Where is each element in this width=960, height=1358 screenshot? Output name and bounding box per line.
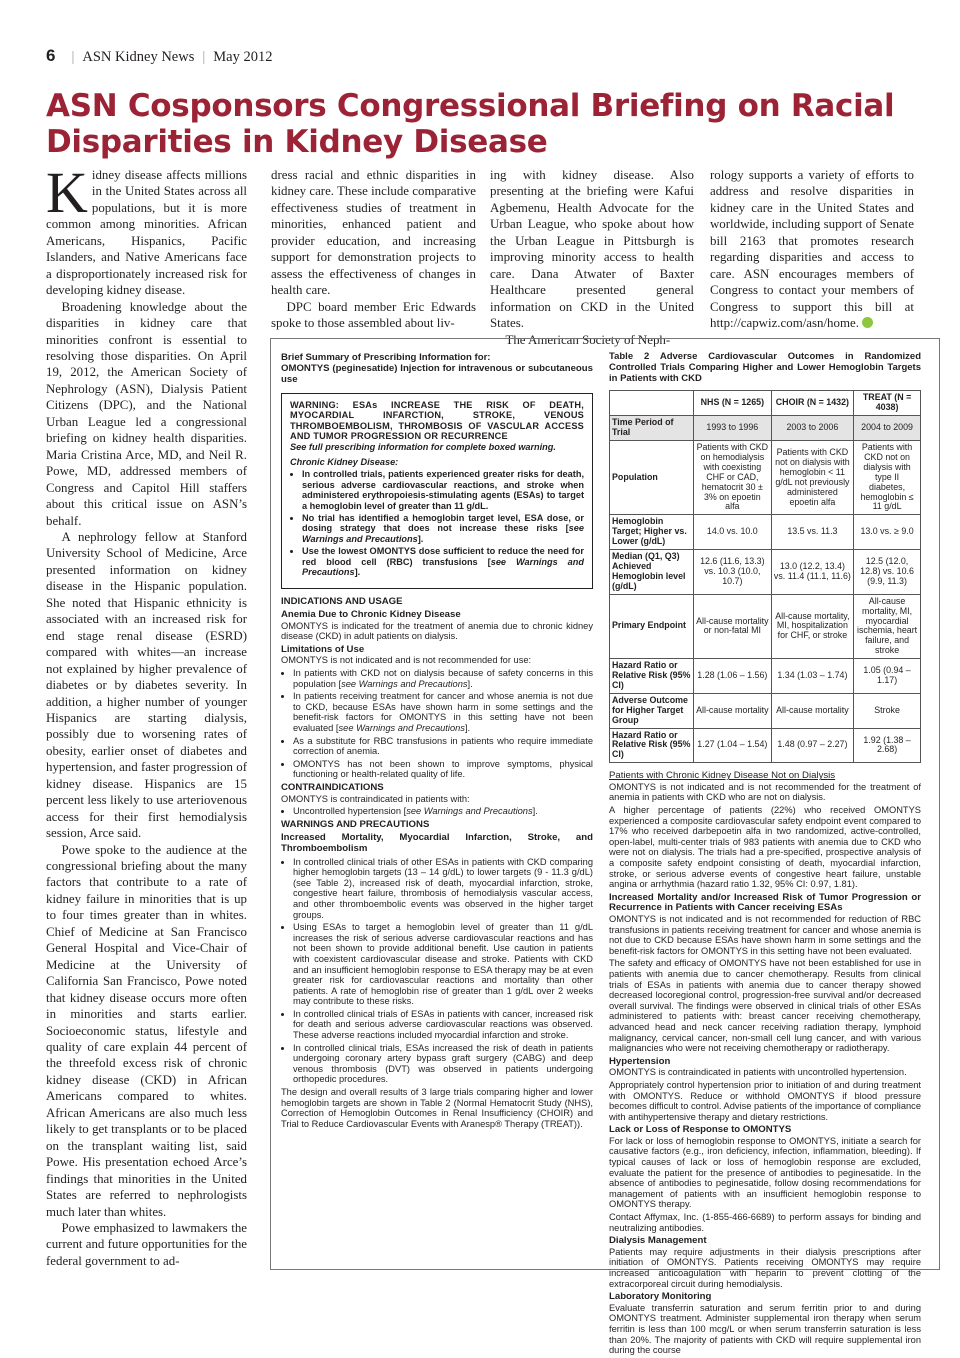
ad-paragraph: Contact Affymax, Inc. (1-855-466-6689) to perform assays for binding and neutralizing antibodies. — [609, 1212, 921, 1233]
article-paragraph: Broadening knowledge about the disparities in kidney care that minorities confront is essential to resolving those disparities. On April 19, 2012, the American Society of Nephrology (ASN), Dialysis Patient Citizens (DPC), and the National Urban League led a congressional briefing on kidney health disparities. Maria Cristina Arce, MD, and Neil R. Powe, MD, addressed members of Congress and Capitol Hill staffers about this critical issue on ASN’s behalf. — [46, 299, 247, 528]
table-cell: 2003 to 2006 — [771, 416, 853, 441]
table-cell: 1.34 (1.03 – 1.74) — [771, 659, 853, 694]
table-row — [610, 550, 921, 595]
ad-paragraph: For lack or loss of hemoglobin response to OMONTYS, initiate a search for causative factors (e.g., iron deficiency, infection, inflammation, bleeding). If typical causes of lack or loss of hemoglobin response are excluded, evaluate the patient for the presence of antibodies to peginesatide. In the absence of antibodies to peginesatide, follow dosing recommendations for management of patients with an insufficient hemoglobin response to OMONTYS therapy. — [609, 1135, 921, 1210]
header-separator: | — [71, 49, 75, 65]
ad-bullet: • Using ESAs to target a hemoglobin level of greater than 11 g/dL increases the risk of serious adverse cardiovascular reactions and has not been shown to provide additional benefit. Use caution in patients with coexistent cardiovascular disease and stroke. Patients with CKD and an insufficient hemoglobin response to ESA therapy may be at even greater risk for cardiovascular reactions and mortality than other patients. A rate of hemoglobin rise of greater than 1 g/dL over 2 weeks may contribute to these risks. — [293, 922, 593, 1007]
ad-paragraph: The safety and efficacy of OMONTYS have not been established for use in patients with anemia due to cancer chemotherapy. Results from clinical trials of ESAs in patients with anemia due to cancer therapy showed decreased locoregional control, progression-free survival and/or decreased overall survival. The findings were observed in clinical trials of other ESAs administered to patients with: breast cancer receiving chemotherapy, advanced head and neck cancer receiving radiation therapy, lymphoid malignancy, cervical cancer, non-small cell lung cancer, and with various malignancies who were not receiving chemotherapy or radiotherapy. — [609, 958, 921, 1054]
ad-paragraph: Patients may require adjustments in their dialysis prescriptions after initiation of OMONTYS. Patients receiving OMONTYS may require increased anticoagulation with heparin to prevent clotting of the extracorporeal circuit during hemodialysis. — [609, 1246, 921, 1289]
ad-bullet: • In patients with CKD not on dialysis because of safety concerns in this population [see Warnings and Precautions]. — [293, 668, 593, 689]
table-row — [610, 515, 921, 550]
ad-bullet: • In controlled clinical trials of other ESAs in patients with CKD comparing higher hemoglobin targets (13 – 14 g/dL) to lower targets (9 - 11.3 g/dL) (see Table 2), increased risk of death, myocardial infarction, stroke, congestive heart failure, thrombosis of hemodialysis vascular access, and other thromboembolic events was observed in the higher target groups. — [293, 857, 593, 921]
table-row-label: Hazard Ratio or Relative Risk (95% CI) — [610, 659, 694, 694]
table-cell: 1.28 (1.06 – 1.56) — [694, 659, 772, 694]
table-cell: 1993 to 1996 — [694, 416, 772, 441]
table-cell: Stroke — [854, 693, 921, 728]
ad-paragraph: Evaluate transferrin saturation and serum ferritin prior to and during OMONTYS treatment. Administer supplemental iron therapy when serum ferritin is less than 100 mcg/L or when serum transferrin saturation is less than 20%. The majority of patients with CKD will require supplemental iron during the course — [609, 1302, 921, 1356]
ad-paragraph: OMONTYS is indicated for the treatment of anemia due to chronic kidney disease (CKD) in adult patients on dialysis. — [281, 620, 593, 642]
publication-name: ASN Kidney News — [82, 49, 195, 65]
ad-paragraph: OMONTYS is contraindicated in patients with uncontrolled hypertension. — [609, 1067, 907, 1078]
article-paragraph: A nephrology fellow at Stanford University School of Medicine, Arce presented information on kidney disease in the Hispanic population. She noted that Hispanic ethnicity is associated with an increased risk for end stage renal disease (ESRD) compared with whites—an increase not explained by higher prevalence of diabetes or by diabetes severity. In addition, a higher number of younger Hispanics are starting dialysis, possibly due to worsening rates of obesity, earlier onset of diabetes and hypertension, and faster progression of kidney disease. Hispanics are 15 percent less likely to use arteriovenous access for their first hemodialysis session, Arce said. — [46, 529, 247, 841]
table-row — [610, 728, 921, 763]
table-row-label: Hazard Ratio or Relative Risk (95% CI) — [610, 728, 694, 763]
table2 — [609, 390, 921, 763]
headline-line-2: Disparities in Kidney Disease — [46, 124, 548, 160]
table-row — [610, 416, 921, 441]
article-paragraph: Kidney disease affects millions in the United States across all populations, but it is more common among minorities. African Americans, Hispanics, Pacific Islanders, and Native Americans face a disproportionately increased risk for developing kidney disease. — [46, 160, 247, 298]
table-cell: All-cause mortality, MI, myocardial ischemia, heart failure, and stroke — [854, 594, 921, 658]
table-column-head: CHOIR (N = 1432) — [771, 391, 853, 416]
ad-bullet: • In controlled clinical trials of ESAs in patients with cancer, increased risk for death and serious adverse cardiovascular reactions was observed. These adverse reactions included myocardial infarction and stroke. — [293, 1009, 593, 1041]
subsection-heading: Anemia Due to Chronic Kidney Disease — [281, 609, 461, 621]
table-corner-cell — [610, 391, 694, 416]
table-row-label: Median (Q1, Q3) Achieved Hemoglobin level (g/dL) — [610, 550, 694, 595]
ad-paragraph: OMONTYS is contraindicated in patients with: — [281, 793, 470, 804]
table-column-head: NHS (N = 1265) — [694, 391, 772, 416]
table-row — [610, 594, 921, 658]
ad-bullet: • In patients receiving treatment for cancer and whose anemia is not due to CKD, because ESAs have shown harm in some settings and the benefit-risk factors for OMONTYS in this setting have not been evaluated [see Warnings and Precautions]. — [293, 691, 593, 733]
table-row-label: Adverse Outcome for Higher Target Group — [610, 693, 694, 728]
table-cell: 13.5 vs. 11.3 — [771, 515, 853, 550]
table-cell: 1.92 (1.38 – 2.68) — [854, 728, 921, 763]
article-paragraph: ing with kidney disease. Also presenting at the briefing were Kafui Agbemenu, Health Advocate for the Urban League, who spoke about how the Urban League in Pittsburgh is improving minority access to health care. Dana Atwater of Baxter Healthcare presented general information on CKD in the United States. — [490, 168, 694, 331]
warning-bullet: • No trial has identified a hemoglobin target level, ESA dose, or dosing strategy that does not increase these risks [see Warnings and Precautions]. — [302, 513, 584, 544]
ad-paragraph: OMONTYS is not indicated and is not recommended for reduction of RBC transfusions in patients receiving treatment for cancer and whose anemia is not due to CKD because ESAs have shown harm in some settings and the benefit-risk factors for OMONTYS in this setting have not been evaluated. — [609, 914, 921, 956]
table-cell: Patients with CKD on hemodialysis with coexisting CHF or CAD, hematocrit 30 ± 3% on epoetin alfa — [694, 441, 772, 515]
table-cell: All-cause mortality — [694, 693, 772, 728]
page-number: 6 — [46, 46, 56, 65]
article-column-3 — [490, 167, 694, 348]
table-row — [610, 693, 921, 728]
ad-paragraph: OMONTYS is not indicated and is not recommended for use: — [281, 655, 532, 666]
ad-left-column — [281, 352, 593, 1131]
table-cell: All-cause mortality or non-fatal MI — [694, 594, 772, 658]
ad-bullet: • As a substitute for RBC transfusions in patients who require immediate correction of anemia. — [293, 736, 593, 757]
article-paragraph: dress racial and ethnic disparities in kidney care. These include comparative effectiveness studies of treatment in minorities, enhanced patient and provider education, and increasing support for demonstration projects to assess the effectiveness of changes in health care. — [271, 168, 476, 298]
subsection-heading: Laboratory Monitoring — [609, 1291, 712, 1303]
ad-bullet: • OMONTYS has not been shown to improve symptoms, physical functioning or health-related quality of life. — [293, 759, 593, 780]
table-row-label: Primary Endpoint — [610, 594, 694, 658]
subsection-heading: Increased Mortality, Myocardial Infarction, Stroke, and Thromboembolism — [281, 832, 593, 854]
warning-ckd-label: Chronic Kidney Disease: — [290, 457, 399, 468]
table-cell: 1.27 (1.04 – 1.54) — [694, 728, 772, 763]
running-header — [46, 46, 272, 68]
headline-line-1: ASN Cosponsors Congressional Briefing on Racial — [46, 88, 895, 124]
warning-see-full: See full prescribing information for complete boxed warning. — [290, 441, 556, 452]
ad-right-column — [609, 352, 921, 1358]
table-header-row — [610, 391, 921, 416]
subsection-heading: Patients with Chronic Kidney Disease Not on Dialysis — [609, 770, 836, 782]
section-heading: CONTRAINDICATIONS — [281, 782, 384, 793]
ad-paragraph: A higher percentage of patients (22%) who received OMONTYS experienced a composite cardiovascular safety endpoint event compared to 17% who received darbepoetin alfa in two randomized, active-controlled, open-label, multi-center trials of 983 patients with anemia due to CKD who were not on dialysis. The trials had a pre-specified, prospective analysis of a composite safety endpoint consisting of death, myocardial infarction, stroke, or serious adverse events of congestive heart failure, unstable angina or arrhythmia (hazard ratio 1.32, 95% CI: 0.97, 1.81). — [609, 805, 921, 890]
table-cell: 1.05 (0.94 – 1.17) — [854, 659, 921, 694]
article-column-2 — [271, 167, 476, 332]
table-cell: 12.6 (11.6, 13.3) vs. 10.3 (10.0, 10.7) — [694, 550, 772, 595]
table2-title: Table 2 Adverse Cardiovascular Outcomes in Randomized Controlled Trials Comparing Higher and Lower Hemoglobin Targets in Patients with CKD — [609, 351, 921, 384]
table-row-label: Hemoglobin Target; Higher vs. Lower (g/dL) — [610, 515, 694, 550]
table-cell: 1.48 (0.97 – 2.27) — [771, 728, 853, 763]
table-cell: 13.0 (12.2, 13.4) vs. 11.4 (11.1, 11.6) — [771, 550, 853, 595]
article-paragraph: Powe emphasized to lawmakers the current and future opportunities for the federal government to ad- — [46, 1221, 247, 1268]
article-column-4 — [710, 167, 914, 332]
table-row — [610, 659, 921, 694]
table-cell: 2004 to 2009 — [854, 416, 921, 441]
table-row — [610, 441, 921, 515]
section-heading: INDICATIONS AND USAGE — [281, 595, 403, 607]
article-column-1 — [46, 160, 247, 1269]
table-column-head: TREAT (N = 4038) — [854, 391, 921, 416]
article-headline — [46, 88, 926, 160]
boxed-warning — [281, 393, 593, 589]
warning-heading: WARNING: ESAs INCREASE THE RISK OF DEATH, MYOCARDIAL INFARCTION, STROKE, VENOUS THROMBOEMBOLISM, THROMBOSIS OF VASCULAR ACCESS AND TUMOR PROGRESSION OR RECURRENCE — [290, 400, 584, 442]
drop-cap: K — [46, 160, 88, 225]
section-heading: WARNINGS AND PRECAUTIONS — [281, 818, 430, 830]
table-cell: All-cause mortality, MI, hospitalization for CHF, or stroke — [771, 594, 853, 658]
ad-paragraph: OMONTYS is not indicated and is not recommended for the treatment of anemia in patients with CKD who are not on dialysis. — [609, 781, 921, 803]
ad-bullet: • Uncontrolled hypertension [see Warnings and Precautions]. — [293, 806, 593, 817]
warning-bullet: • In controlled trials, patients experienced greater risks for death, serious adverse cardiovascular reactions, and stroke when administered erythropoiesis-stimulating agents (ESAs) to target a hemoglobin level of greater than 11 g/dL. — [302, 469, 584, 511]
header-separator: | — [202, 49, 206, 65]
table-cell: 14.0 vs. 10.0 — [694, 515, 772, 550]
table-cell: Patients with CKD not on dialysis with hemoglobin < 11 g/dL not previously administered epoetin alfa — [771, 441, 853, 515]
subsection-heading: Limitations of Use — [281, 643, 365, 655]
ad-paragraph: The design and overall results of 3 large trials comparing higher and lower hemoglobin targets are shown in Table 2 (Normal Hematocrit Study (NHS), Correction of Hemoglobin Outcomes in Renal Insufficiency (CHOIR) and Trial to Reduce Cardiovascular Events with Aranesp® Therapy (TREAT)). — [281, 1087, 593, 1129]
table-row-label: Time Period of Trial — [610, 416, 694, 441]
article-paragraph: Powe spoke to the audience at the congressional briefing about the many factors that contribute to a rate of kidney failure in minorities that is up to four times greater than in whites. Chief of Medicine at San Francisco General Hospital and Vice-Chair of Medicine at the University of California San Francisco, Powe noted that kidney disease occurs more often in minorities and starts earlier. Socioeconomic status, lifestyle and quality of care explain 44 percent of the threefold excess risk of chronic kidney disease (CKD) in African Americans compared to whites. African Americans are also much less likely to get transplants or to be placed on the transplant waiting list, said Powe. His presentation echoed Arce’s findings that minorities in the United States are referred to nephrologists much later than whites. — [46, 842, 247, 1219]
subsection-heading: Dialysis Management — [609, 1235, 707, 1247]
ad-paragraph: Appropriately control hypertension prior to initiation of and during treatment with OMONTYS. Reduce or withhold OMONTYS if blood pressure becomes difficult to control. Advise patients of the importance of compliance with antihypertensive therapy and dietary restrictions. — [609, 1079, 921, 1122]
brief-summary-title: Brief Summary of Prescribing Information for: OMONTYS (peginesatide) Injection for intravenous or subcutaneous use — [281, 352, 593, 385]
subsection-heading: Increased Mortality and/or Increased Risk of Tumor Progression or Recurrence in Patients with Cancer receiving ESAs — [609, 891, 921, 914]
ad-bullet: • In controlled clinical trials, ESAs increased the risk of death in patients undergoing coronary artery bypass graft surgery (CABG) and deep venous thrombosis (DVT) was observed in patients undergoing orthopedic procedures. — [293, 1043, 593, 1085]
end-mark-icon — [862, 317, 873, 328]
issue-date: May 2012 — [213, 49, 273, 65]
article-paragraph: DPC board member Eric Edwards spoke to those assembled about liv- — [271, 299, 476, 331]
table-cell: 13.0 vs. ≥ 9.0 — [854, 515, 921, 550]
table-cell: Patients with CKD not on dialysis with type II diabetes, hemoglobin ≤ 11 g/dL — [854, 441, 921, 515]
warning-bullet: • Use the lowest OMONTYS dose sufficient to reduce the need for red blood cell (RBC) transfusions [see Warnings and Precautions]. — [302, 546, 584, 577]
table-cell: All-cause mortality — [771, 693, 853, 728]
article-paragraph: The American Society of Neph- — [505, 332, 671, 347]
subsection-heading: Lack or Loss of Response to OMONTYS — [609, 1124, 792, 1136]
table-cell: 12.5 (12.0, 12.8) vs. 10.6 (9.9, 11.3) — [854, 550, 921, 595]
subsection-heading: Hypertension — [609, 1055, 671, 1067]
table-row-label: Population — [610, 441, 694, 515]
article-paragraph: rology supports a variety of efforts to address and resolve disparities in kidney care in the United States and worldwide, including support of Senate bill 2163 that promotes research regarding disparities and access to care. ASN encourages members of Congress to contact your members of Congress to support this bill at http://capwiz.com/asn/home. — [710, 168, 914, 331]
